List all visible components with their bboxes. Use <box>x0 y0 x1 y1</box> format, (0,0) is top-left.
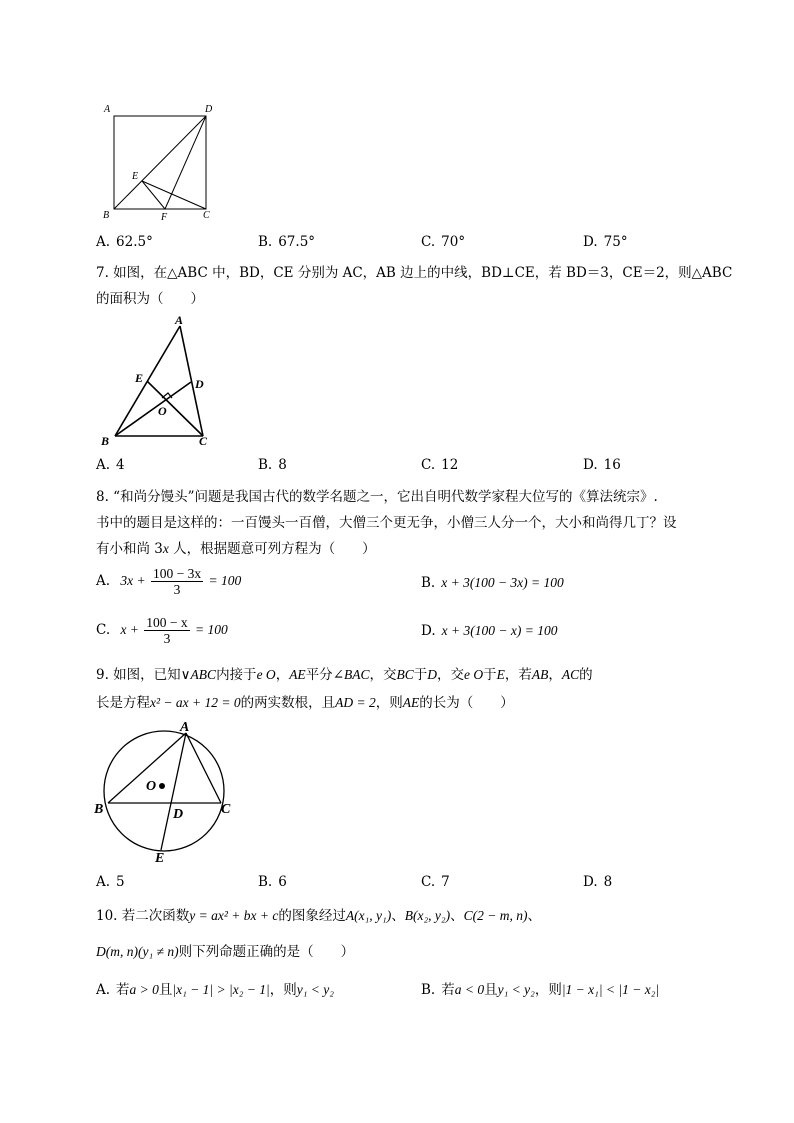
q9-stem-line2: 长是方程x² − ax + 12 = 0的两实数根，且AD = 2，则AE的长为（ ） <box>96 695 514 711</box>
q7-label-o: O <box>158 404 167 418</box>
fraction: $\frac{100 - 3x}{3}$ <box>152 566 202 597</box>
q8-stem-line1: 8. “和尚分馒头”问题是我国古代的数学名题之一，它出自明代数学家程大位写的《算法统宗》. <box>96 489 658 505</box>
q7-stem-line2: 的面积为（ ） <box>96 291 204 307</box>
fraction: $\frac{100 - x}{3}$ <box>146 615 188 646</box>
q6-option-a[interactable]: A. 62.5° <box>96 234 153 250</box>
q7-label-e: E <box>135 371 144 385</box>
q8-option-b[interactable]: B. x + 3(100 − 3x) = 100 <box>421 575 564 591</box>
q10-stem-line2: D(m, n)(y₁ ≠ n)则下列命题正确的是（ ） <box>96 944 355 960</box>
q7-label-c: C <box>199 434 208 448</box>
q10-option-b[interactable]: B. 若a < 0且y₁ < y₂，则|1 − x₁| < |1 − x₂| <box>421 982 660 998</box>
q6-label-f: F <box>161 212 168 223</box>
q7-label-a: A <box>175 313 184 327</box>
q8-stem-line3: 有小和尚 3x 人，根据题意可列方程为（ ） <box>96 541 376 557</box>
q7-label-b: B <box>101 434 110 448</box>
q9-label-d: D <box>173 807 184 822</box>
q7-figure <box>95 312 220 452</box>
q8-option-c[interactable]: C. x + $\frac{100 - x}{3}$ = 100 <box>96 615 228 646</box>
q9-option-a[interactable]: A. 5 <box>96 874 125 890</box>
q6-label-b: B <box>103 210 110 221</box>
q7-stem-line1: 7. 如图，在△ABC 中，BD，CE 分别为 AC，AB 边上的中线，BD⊥CE，若 BD＝3，CE＝2，则△ABC <box>96 265 733 281</box>
q7-option-b[interactable]: B. 8 <box>258 457 287 473</box>
center-dot <box>159 783 165 789</box>
q9-label-a: A <box>180 720 190 735</box>
q8-option-a[interactable]: A. 3x + $\frac{100 - 3x}{3}$ = 100 <box>96 566 242 597</box>
q9-stem-line1: 9. 如图，已知∨ABC内接于e O，AE平分∠BAC，交BC于D，交e O于E，若AB，AC的 <box>96 667 593 683</box>
q7-option-a[interactable]: A. 4 <box>96 457 125 473</box>
q6-label-c: C <box>203 210 210 221</box>
q6-option-b[interactable]: B. 67.5° <box>258 234 316 250</box>
q6-label-a: A <box>104 104 111 115</box>
q10-option-a[interactable]: A. 若a > 0且|x₁ − 1| > |x₂ − 1|，则y₁ < y₂ <box>96 982 334 998</box>
q6-label-e: E <box>132 171 139 182</box>
q6-figure <box>95 95 225 227</box>
q7-label-d: D <box>195 377 204 391</box>
q9-label-b: B <box>94 802 104 817</box>
q9-label-o: O <box>146 779 157 794</box>
q9-label-e: E <box>155 851 165 866</box>
q7-option-d[interactable]: D. 16 <box>583 457 621 473</box>
q8-option-d[interactable]: D. x + 3(100 − x) = 100 <box>421 623 558 639</box>
q9-option-d[interactable]: D. 8 <box>583 874 613 890</box>
q9-label-c: C <box>221 802 231 817</box>
q8-stem-line2: 书中的题目是这样的：一百馒头一百僧，大僧三个更无争，小僧三人分一个，大小和尚得几丁？设 <box>96 515 677 531</box>
q9-option-c[interactable]: C. 7 <box>421 874 450 890</box>
q9-option-b[interactable]: B. 6 <box>258 874 287 890</box>
q10-stem-line1: 10. 若二次函数y = ax² + bx + c的图象经过A(x₁, y₁)、B(x₂, y₂)、C(2 − m, n)、 <box>96 908 541 924</box>
q6-option-c[interactable]: C. 70° <box>421 234 466 250</box>
q7-option-c[interactable]: C. 12 <box>421 457 459 473</box>
q6-label-d: D <box>205 104 213 115</box>
q9-figure <box>92 718 242 868</box>
q6-option-d[interactable]: D. 75° <box>583 234 628 250</box>
